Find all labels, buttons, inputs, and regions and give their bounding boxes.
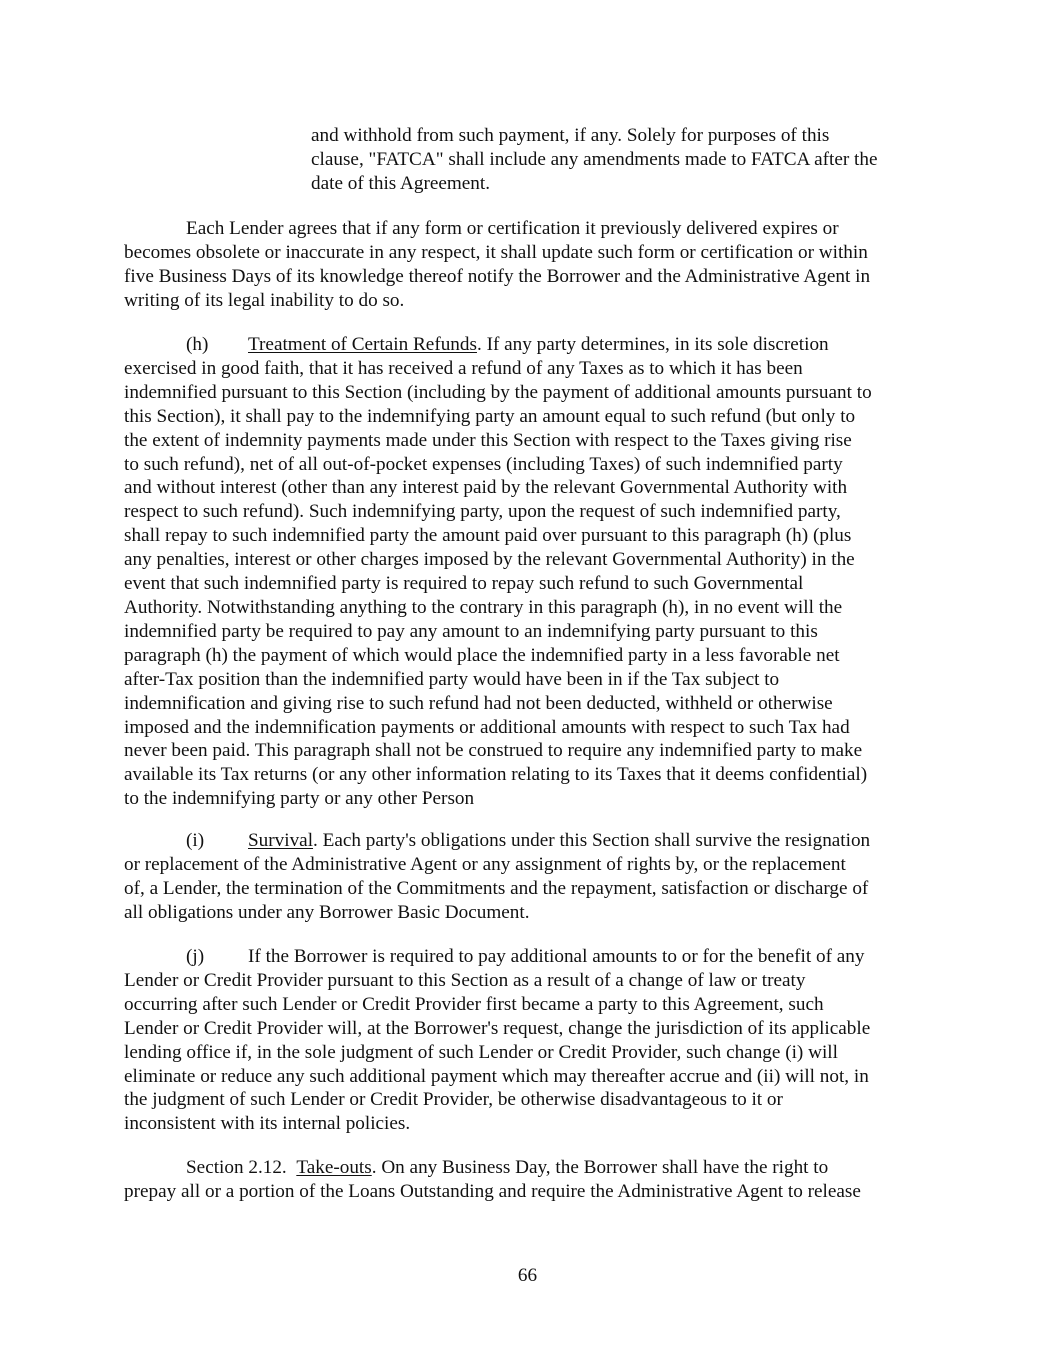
text-line: prepay all or a portion of the Loans Outstanding and require the Administrative Agent to release [124,1180,861,1202]
text-line [124,829,870,853]
text-line [124,1156,861,1180]
text-line: and withhold from such payment, if any. Solely for purposes of this [311,125,830,146]
text-line: Lender or Credit Provider will, at the Borrower's request, change the jurisdiction of its applicable [124,1017,871,1039]
text-line: Authority. Notwithstanding anything to the contrary in this paragraph (h), in no event will the [124,596,843,618]
text-line [124,945,870,969]
text-line: indemnified pursuant to this Section (including by the payment of additional amounts pursuant to [124,381,872,403]
text-line: imposed and the indemnification payments or additional amounts with respect to such Tax had [124,716,850,738]
text-line: any penalties, interest or other charges imposed by the relevant Governmental Authority) in the [124,549,855,571]
text-line: Lender or Credit Provider pursuant to this Section as a result of a change of law or treaty [124,969,806,991]
text-line: exercised in good faith, that it has received a refund of any Taxes as to which it has been [124,357,803,379]
text-fragment: . Each party's obligations under this Section shall survive the resignation [313,830,871,851]
text-line: date of this Agreement. [311,172,491,194]
text-line: eliminate or reduce any such additional payment which may thereafter accrue and (ii) will not, in [124,1065,869,1087]
text-line: writing of its legal inability to do so. [124,289,405,311]
text-line: or replacement of the Administrative Agent or any assignment of rights by, or the replacement [124,853,846,875]
text-line: never been paid. This paragraph shall not be construed to require any indemnified party to make [124,740,863,762]
text-line: the extent of indemnity payments made under this Section with respect to the Taxes giving rise [124,429,852,451]
text-fragment: . If any party determines, in its sole discretion [476,334,829,355]
section-i-paragraph [124,829,870,925]
text-line: to such refund), net of all out-of-pocket expenses (including Taxes) of such indemnified party [124,453,843,475]
section-heading: Treatment of Certain Refunds [248,334,477,355]
text-line: clause, "FATCA" shall include any amendments made to FATCA after the [311,148,878,170]
section-2-12-paragraph [124,1156,861,1204]
text-line: of, a Lender, the termination of the Commitments and the repayment, satisfaction or discharge of [124,877,869,899]
text-line: indemnified party be required to pay any amount to an indemnifying party pursuant to this [124,620,818,642]
text-line: Each Lender agrees that if any form or certification it previously delivered expires or [186,218,839,239]
text-line: and without interest (other than any interest paid by the relevant Governmental Authority with [124,477,848,499]
section-heading: Survival [248,830,314,851]
section-label: (j) [186,946,205,967]
text-line: respect to such refund). Such indemnifying party, upon the request of such indemnified party, [124,501,841,523]
text-line: inconsistent with its internal policies. [124,1113,411,1135]
page-number: 66 [517,1265,538,1286]
section-number: Section 2.12. [186,1157,297,1178]
section-j-paragraph [124,945,870,1136]
text-line: five Business Days of its knowledge thereof notify the Borrower and the Administrative Agent in [124,265,871,287]
section-h-paragraph [124,333,872,811]
section-heading: Take-outs [296,1157,372,1178]
text-line: event that such indemnified party is required to repay such refund to such Governmental [124,573,804,595]
carryover-paragraph [311,124,877,196]
section-label: (h) [186,334,209,355]
text-line: the judgment of such Lender or Credit Provider, be otherwise disadvantageous to it or [124,1089,783,1111]
text-line: lending office if, in the sole judgment of such Lender or Credit Provider, such change (i) will [124,1041,838,1063]
text-line: all obligations under any Borrower Basic Document. [124,901,530,923]
text-line: available its Tax returns (or any other information relating to its Taxes that it deems confidential) [124,764,868,786]
text-line: occurring after such Lender or Credit Provider first became a party to this Agreement, such [124,993,824,1015]
text-fragment: . On any Business Day, the Borrower shall have the right to [371,1157,829,1178]
section-label: (i) [186,830,205,851]
text-line: paragraph (h) the payment of which would place the indemnified party in a less favorable net [124,644,840,666]
text-line [124,333,872,357]
text-line: this Section), it shall pay to the indemnifying party an amount equal to such refund (but only to [124,405,856,427]
text-line: after-Tax position than the indemnified party would have been in if the Tax subject to [124,668,780,690]
text-fragment: If the Borrower is required to pay additional amounts to or for the benefit of any [248,946,865,967]
text-line: shall repay to such indemnified party the amount paid over pursuant to this paragraph (h) (plus [124,525,852,547]
text-line: indemnification and giving rise to such refund had not been deducted, withheld or otherwise [124,692,833,714]
text-line: to the indemnifying party or any other Person [124,788,475,810]
each-lender-paragraph [124,217,870,313]
text-line: becomes obsolete or inaccurate in any respect, it shall update such form or certification or within [124,241,868,263]
